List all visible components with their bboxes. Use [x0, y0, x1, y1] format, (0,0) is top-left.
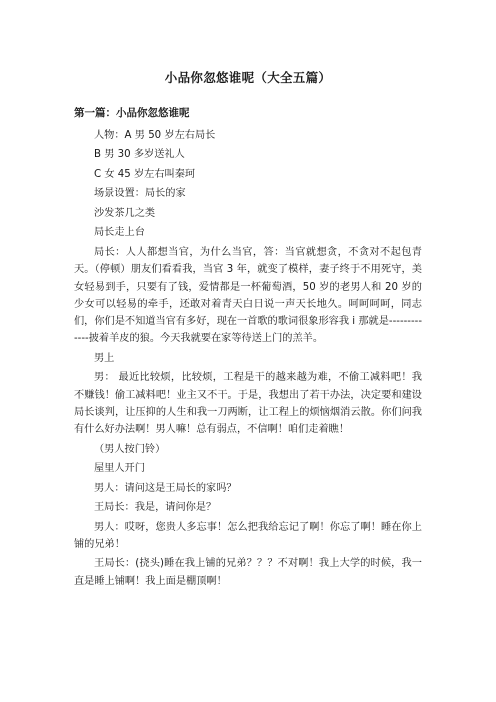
paragraph: 男： 最近比较烦，比较烦，工程是干的越来越为难，不偷工减料吧！我不赚钱！偷工减料吧！业主又不干。于是，我想出了若干办法，决定要和建设局长谈判，让压抑的人生和我一刀两断，让工程上的烦恼烟消云散。你们问我有什么好办法啊！男人嘛！总有弱点，不信啊！咱们走着瞧！: [74, 372, 422, 436]
paragraph: 局长走上台: [94, 227, 145, 239]
paragraph: 沙发茶几之类: [94, 207, 156, 219]
paragraph: 王局长：(挠头)睡在我上铺的兄弟？？？不对啊！我上大学的时候，我一直是睡上铺啊！我上面是棚顶啊！: [74, 558, 422, 587]
paragraph: 屋里人开门: [94, 463, 145, 475]
paragraph: 王局长：我是，请问你是？: [94, 502, 217, 514]
paragraph: （男人按门铃）: [94, 443, 166, 455]
paragraph: 男人：请问这是王局长的家吗？: [94, 482, 237, 494]
paragraph: 人物：A 男 50 岁左右局长: [94, 130, 216, 141]
document-title: 小品你忽悠谁呢（大全五篇）: [164, 70, 332, 85]
paragraph: 男人：哎呀，您贵人多忘事！怎么把我给忘记了啊！你忘了啊！睡在你上铺的兄弟！: [74, 521, 422, 550]
section-title: 第一篇：小品你忽悠谁呢: [74, 107, 190, 119]
paragraph: C 女 45 岁左右叫秦珂: [94, 168, 196, 180]
paragraph: 男上: [94, 352, 115, 364]
paragraph: 局长：人人都想当官，为什么当官，答：当官就想贪，不贪对不起包青天。（停顿）朋友们看看我，当官 3 年，就变了模样，妻子终于不用死守，美女轻易到手，只要有了钱，爱情都是一杯葡萄酒，50 岁的老男人和 20 岁的少女可以轻易的牵手，还敢对着青天白日说一声天长地久。呵呵呵呵，同志们，你们是不知道当官有多好，现在一首歌的歌词很象形容我 i 那就是-------------披着羊皮的狼。今天我就要在家等待送上门的羔羊。: [74, 246, 423, 345]
paragraph: 场景设置：局长的家: [94, 188, 186, 200]
paragraph: B 男 30 多岁送礼人: [94, 149, 185, 161]
